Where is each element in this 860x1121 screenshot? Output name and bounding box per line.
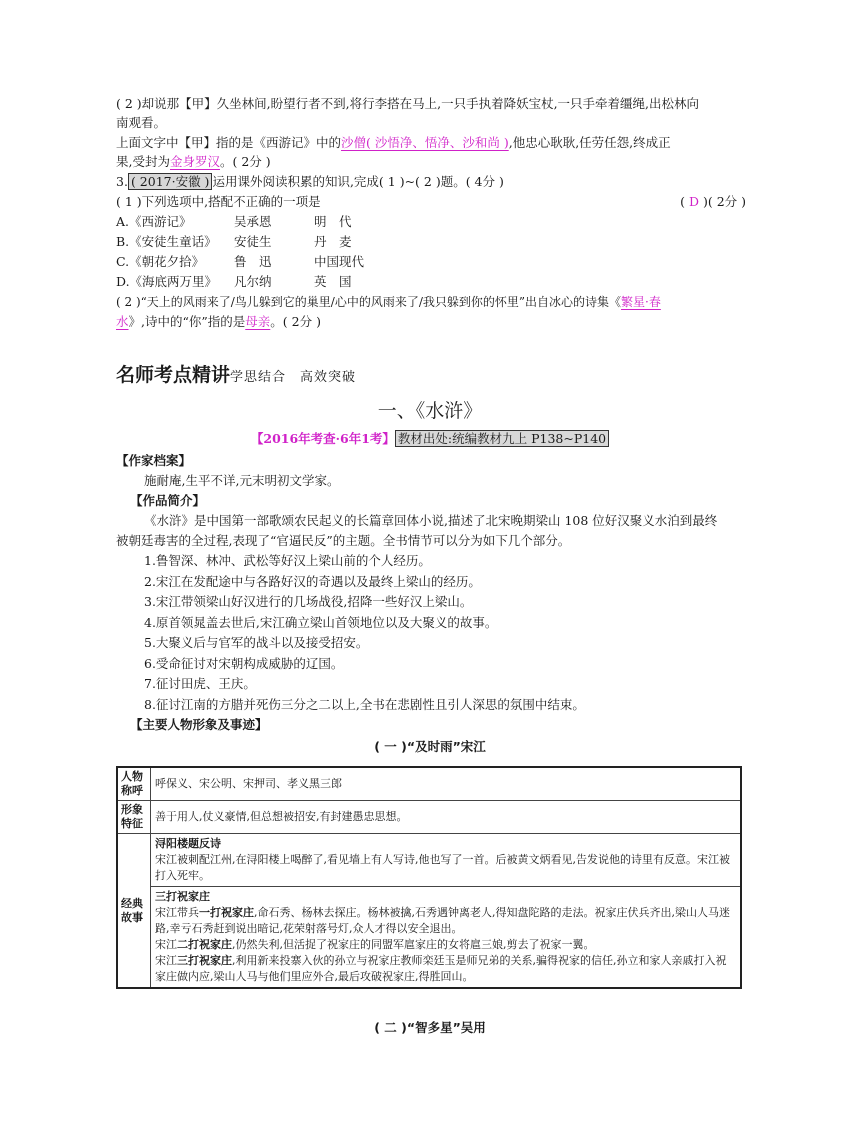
character-subtitle-wuyong: ( 二 )“智多星”吴用	[374, 1020, 486, 1035]
list-item: 3.宋江带领梁山好汉进行的几场战役,招降一些好汉上梁山。	[144, 594, 473, 609]
document-page: ( 2 )却说那【甲】久坐林间,盼望行者不到,将行李搭在马上,一只手执着降妖宝杖,一只手牵着缰绳,出松林向 南观看。 上面文字中【甲】指的是《西游记》中的沙僧( 沙悟净、悟净、沙和尚 ),他忠心耿耿,任劳任怨,终成正 果,受封为金身罗汉。( 2分 ) 3. ( 2017·安徽 ) 运用课外阅读积累的知识,完成( 1 )~( 2 )题。( 4分 ) ( 1 )下列选项中,搭配不正确的一项是 ( D )( 2分 ) A.《西游记》 吴承恩 明 代 B.《安徒生童话》 安徒生 丹 麦 C.《朝花夕拾》 鲁 迅 中国现代 D.《海底两万里》 凡尔纳 英 国 ( 2 )“天上的风雨来了/鸟儿躲到它的巢里/心中的风雨来了/我只躲到你的怀里”出自冰心的诗集《繁星·春 水》,诗中的“你”指的是母亲。( 2分 ) 名师考点精讲学思结合 高效突破 一、《水浒》 【2016年考查·6年1考】 教材出处:统编教材九上 P138~P140 【作家档案】 施耐庵,生平不详,元末明初文学家。 【作品简介】 《水浒》是中国第一部歌颂农民起义的长篇章回体小说,描述了北宋晚期梁山 108 位好汉聚义水泊到最终 被朝廷毒害的全过程,表现了“官逼民反”的主题。全书情节可以分为如下几个部分。 1.鲁智深、林冲、武松等好汉上梁山前的个人经历。 2.宋江在发配途中与各路好汉的奇遇以及最终上梁山的经历。 3.宋江带领梁山好汉进行的几场战役,招降一些好汉上梁山。 4.原首领晁盖去世后,宋江确立梁山首领地位以及大聚义的故事。 5.大聚义后与官军的战斗以及接受招安。 6.受命征讨对宋朝构成威胁的辽国。 7.征讨田虎、王庆。 8.征讨江南的方腊并死伤三分之二以上,全书在悲剧性且引人深思的氛围中结束。 【主要人物形象及事迹】 ( 一 )“及时雨”宋江 人物称呼 呼保义、宋公明、宋押司、孝义黑三郎 形象特征 善于用人,仗义豪情,但总想被招安,有封建愚忠思想。 经典故事 浔阳楼题反诗 宋江被刺配江州,在浔阳楼上喝醉了,看见墙上有人写诗,他也写了一首。后被黄文炳看见,告发说他的诗里有反意。宋江被打入死牢。 三打祝家庄 宋江带兵一打祝家庄,命石秀、杨林去探庄。杨林被擒,石秀遇钟离老人,得知盘陀路的走法。祝家庄伏兵齐出,梁山人马迷路,幸亏石秀赶到说出暗记,花荣射落号灯,众人才得以安全退出。 宋江二打祝家庄,仍然失利,但活捉了祝家庄的同盟军扈家庄的女将扈三娘,剪去了祝家一翼。 宋江三打祝家庄,利用新来投寨入伙的孙立与祝家庄教师栾廷玉是师兄弟的关系,骗得祝家的信任,孙立和家人亲戚打入祝家庄做内应,梁山人马与他们里应外合,最后攻破祝家庄,得胜回山。 ( 二 )“智多星”吴用	[0, 0, 860, 1121]
q3-sub2-answer-a2: 水	[116, 314, 129, 329]
exam-tag: 【2016年考查·6年1考】	[250, 431, 395, 446]
author-profile-text: 施耐庵,生平不详,元末明初文学家。	[144, 473, 340, 488]
story-title: 浔阳楼题反诗	[155, 837, 221, 850]
intro-text-line1: 《水浒》是中国第一部歌颂农民起义的长篇章回体小说,描述了北宋晚期梁山 108 位好汉聚义水泊到最终	[144, 513, 718, 528]
chapter-title: 一、《水浒》	[377, 400, 483, 422]
q2-score: 。( 2分 )	[220, 154, 271, 169]
q2-text-line2: 南观看。	[116, 115, 167, 130]
list-item: 6.受命征讨对宋朝构成威胁的辽国。	[144, 656, 344, 671]
q2-question-line1	[116, 133, 746, 153]
q3-source-tag: ( 2017·安徽 )	[128, 173, 213, 190]
exam-info	[0, 430, 860, 448]
q3-sub2-line2: 水》,诗中的“你”指的是母亲。( 2分 )	[116, 314, 321, 329]
textbook-source: 教材出处:统编教材九上 P138~P140	[395, 430, 609, 447]
story-block	[151, 887, 740, 987]
list-item: 4.原首领晁盖去世后,宋江确立梁山首领地位以及大聚义的故事。	[144, 615, 498, 630]
list-item: 7.征讨田虎、王庆。	[144, 676, 256, 691]
q3-sub2-answer-b: 母亲	[245, 314, 271, 329]
story-paragraph: 宋江二打祝家庄,仍然失利,但活捉了祝家庄的同盟军扈家庄的女将扈三娘,剪去了祝家一翼。	[155, 938, 595, 951]
intro-text-line2: 被朝廷毒害的全过程,表现了“官逼民反”的主题。全书情节可以分为如下几个部分。	[116, 533, 571, 548]
q2-answer-b: 金身罗汉	[169, 154, 220, 169]
table-row	[117, 767, 741, 801]
q2-prompt-a: 上面文字中【甲】指的是《西游记》中的	[116, 135, 342, 150]
story-paragraph: 宋江带兵一打祝家庄,命石秀、杨林去探庄。杨林被擒,石秀遇钟离老人,得知盘陀路的走法。祝家庄伏兵齐出,梁山人马迷路,幸亏石秀赶到说出暗记,花荣射落号灯,众人才得以安全退出。	[155, 906, 730, 935]
q3-sub1	[116, 192, 746, 212]
section-title: 名师考点精讲学思结合 高效突破	[116, 364, 357, 386]
section-subtitle: 学思结合 高效突破	[230, 370, 357, 385]
table-row	[117, 801, 741, 834]
story-title: 三打祝家庄	[155, 890, 210, 903]
q2-answer-a: 沙僧( 沙悟净、悟净、沙和尚 )	[341, 135, 509, 150]
story-block	[151, 834, 740, 887]
q3-sub2-line1: ( 2 )“天上的风雨来了/鸟儿躲到它的巢里/心中的风雨来了/我只躲到你的怀里”出自冰心的诗集《繁星·春	[116, 295, 661, 309]
q3-question	[116, 172, 746, 192]
names-value: 呼保义、宋公明、宋押司、孝义黑三郎	[151, 767, 742, 801]
list-item: 5.大聚义后与官军的战斗以及接受招安。	[144, 635, 369, 650]
q2-question-line2	[116, 152, 746, 172]
stories-cell	[151, 834, 742, 989]
story-text: 宋江被刺配江州,在浔阳楼上喝醉了,看见墙上有人写诗,他也写了一首。后被黄文炳看见,告发说他的诗里有反意。宋江被打入死牢。	[155, 853, 730, 882]
q3-sub1-text: ( 1 )下列选项中,搭配不正确的一项是	[116, 194, 321, 209]
q3-sub1-answer-box: ( D )( 2分 )	[680, 194, 746, 209]
list-item: 1.鲁智深、林冲、武松等好汉上梁山前的个人经历。	[144, 553, 431, 568]
list-item: 2.宋江在发配途中与各路好汉的奇遇以及最终上梁山的经历。	[144, 574, 481, 589]
q2-text-line1: ( 2 )却说那【甲】久坐林间,盼望行者不到,将行李搭在马上,一只手执着降妖宝杖,一只手牵着缰绳,出松林向	[116, 96, 700, 111]
character-table	[116, 766, 742, 989]
traits-value: 善于用人,仗义豪情,但总想被招安,有封建愚忠思想。	[151, 801, 742, 834]
character-subtitle-songjiang: ( 一 )“及时雨”宋江	[374, 739, 486, 754]
q3-sub1-answer: D	[688, 194, 699, 209]
story-paragraph: 宋江三打祝家庄,利用新来投寨入伙的孙立与祝家庄教师栾廷玉是师兄弟的关系,骗得祝家的信任,孙立和家人亲戚打入祝家庄做内应,梁山人马与他们里应外合,最后攻破祝家庄,得胜回山。	[155, 954, 727, 983]
label-names: 人物称呼	[117, 767, 151, 801]
list-item: 8.征讨江南的方腊并死伤三分之二以上,全书在悲剧性且引人深思的氛围中结束。	[144, 697, 585, 712]
q2-prompt-c: 果,受封为	[116, 154, 170, 169]
q2-prompt-b: ,他忠心耿耿,任劳任怨,终成正	[508, 135, 671, 150]
q3-number: 3.	[116, 174, 128, 189]
label-stories: 经典故事	[117, 834, 151, 989]
author-profile-heading: 【作家档案】	[116, 453, 192, 468]
table-row	[117, 834, 741, 989]
label-traits: 形象特征	[117, 801, 151, 834]
q3-sub2-answer-a1: 繁星·春	[621, 295, 661, 309]
intro-heading: 【作品简介】	[130, 493, 206, 508]
q3-text: 运用课外阅读积累的知识,完成( 1 )~( 2 )题。( 4分 )	[212, 174, 504, 189]
characters-heading: 【主要人物形象及事迹】	[130, 717, 268, 732]
